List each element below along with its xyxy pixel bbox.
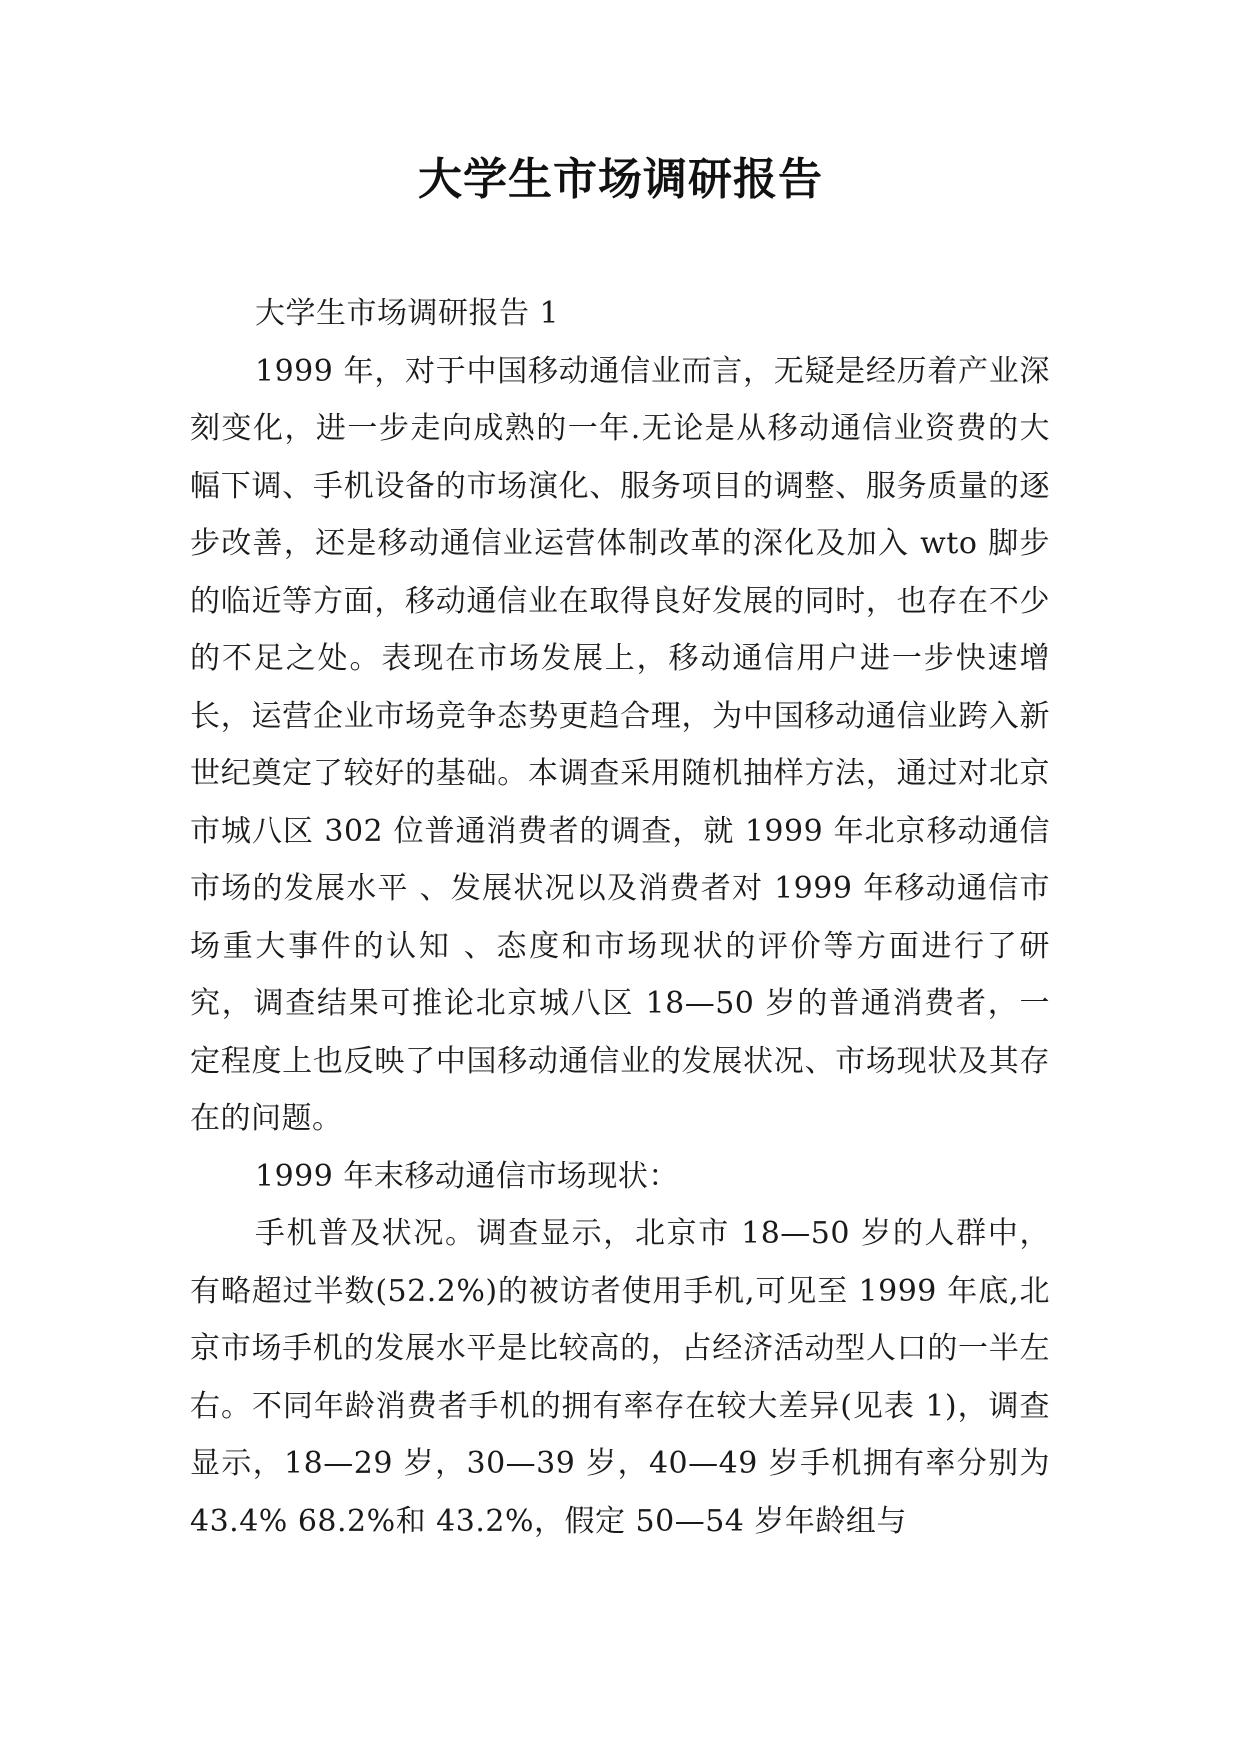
body-paragraph: 手机普及状况。调查显示，北京市 18—50 岁的人群中，有略超过半数(52.2%)的被访者使用手机,可见至 1999 年底,北京市场手机的发展水平是比较高的，占经济活动型人口的一半左右。不同年龄消费者手机的拥有率存在较大差异(见表 1)，调查显示，18—29 岁，30—39 岁，40—49 岁手机拥有率分别为 43.4% 68.2%和 43.2%，假定 50—54 岁年龄组与 bbox=[190, 1216, 1050, 1539]
document-title: 大学生市场调研报告 bbox=[418, 154, 823, 205]
body-paragraph: 1999 年，对于中国移动通信业而言，无疑是经历着产业深刻变化，进一步走向成熟的一年.无论是从移动通信业资费的大幅下调、手机设备的市场演化、服务项目的调整、服务质量的逐步改善，还是移动通信业运营体制改革的深化及加入 wto 脚步的临近等方面，移动通信业在取得良好发展的同时，也存在不少的不足之处。表现在市场发展上，移动通信用户进一步快速增长，运营企业市场竞争态势更趋合理，为中国移动通信业跨入新世纪奠定了较好的基础。本调查采用随机抽样方法，通过对北京市城八区 302 位普通消费者的调查，就 1999 年北京移动通信市场的发展水平 、发展状况以及消费者对 1999 年移动通信市场重大事件的认知 、态度和市场现状的评价等方面进行了研究，调查结果可推论北京城八区 18—50 岁的普通消费者，一定程度上也反映了中国移动通信业的发展状况、市场现状及其存在的问题。 bbox=[190, 353, 1050, 1136]
subsection-heading: 1999 年末移动通信市场现状： bbox=[255, 1158, 679, 1194]
section-heading: 大学生市场调研报告 1 bbox=[255, 296, 560, 331]
document-body bbox=[190, 285, 1050, 1550]
